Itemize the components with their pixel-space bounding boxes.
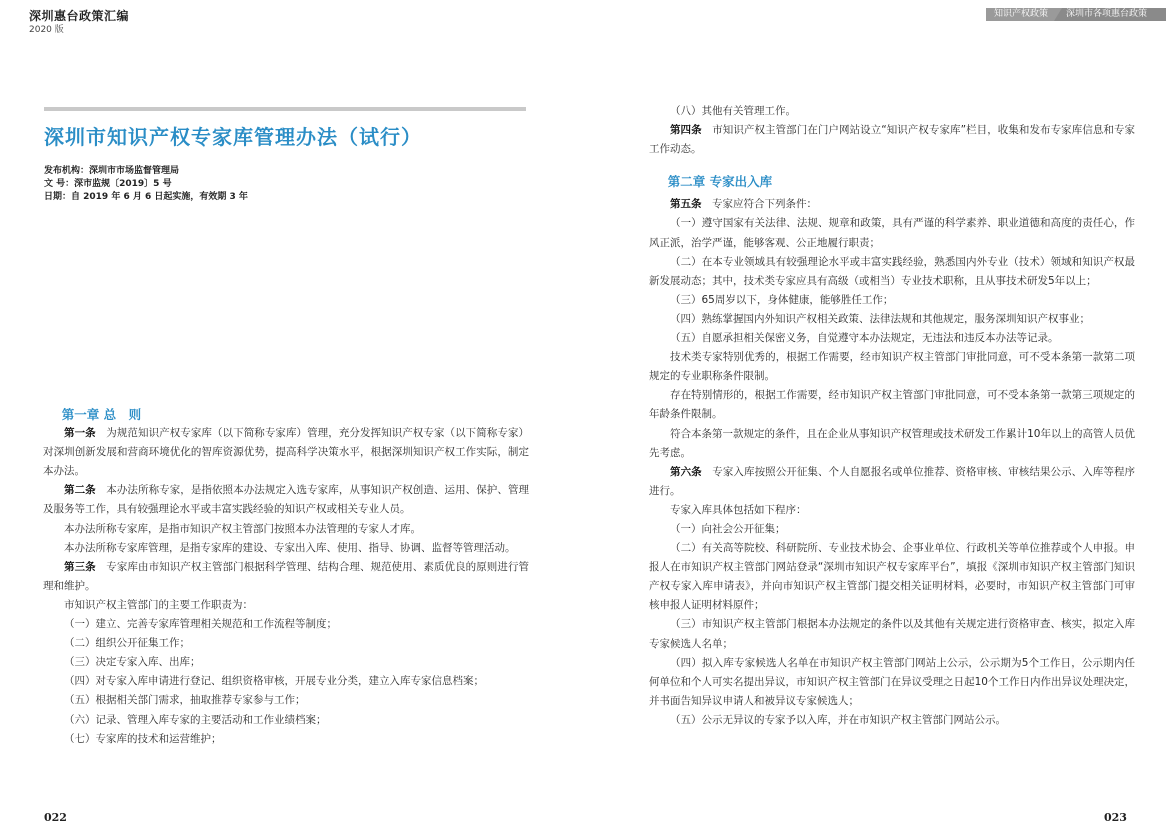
article-1	[43, 424, 529, 481]
list-item: （三）65周岁以下，身体健康，能够胜任工作；	[670, 293, 894, 306]
paragraph: 本办法所称专家库管理，是指专家库的建设、专家出入库、使用、指导、协调、监督等管理活动。	[64, 541, 516, 554]
tab-ip-policy: 知识产权政策	[986, 8, 1054, 21]
list-item: （五）公示无异议的专家予以入库，并在市知识产权主管部门网站公示。	[670, 713, 1006, 726]
article-2-text: 本办法所称专家，是指依照本办法规定入选专家库，从事知识产权创造、运用、保护、管理及服务等工作，具有较强理论水平或丰富实践经验的知识产权或相关专业人员。	[43, 484, 530, 516]
article-5	[649, 195, 1135, 214]
list-item: （四）拟入库专家候选人名单在市知识产权主管部门网站上公示，公示期为5个工作日，公示期内任何单位和个人可实名提出异议，市知识产权主管部门在异议受理之日起10个工作日内作出异议处理决定，并书面告知异议申请人和被异议专家候选人；	[649, 656, 1135, 707]
list-item: （五）自愿承担相关保密义务，自觉遵守本办法规定，无违法和违反本办法等记录。	[670, 332, 1059, 345]
paragraph: 本办法所称专家库，是指市知识产权主管部门按照本办法管理的专家人才库。	[64, 522, 421, 535]
paragraph: 存在特别情形的，根据工作需要，经市知识产权主管部门审批同意，可不受本条第一款第三项规定的年龄条件限制。	[649, 389, 1135, 421]
title-rule	[44, 107, 526, 111]
article-3	[43, 558, 529, 596]
list-item: （二）组织公开征集工作；	[64, 637, 190, 650]
article-6-text: 专家入库按照公开征集、个人自愿报名或单位推荐、资格审核、审核结果公示、入库等程序进行。	[649, 465, 1136, 497]
tab-shenzhen-policy: 深圳市各项惠台政策	[1066, 9, 1148, 19]
paragraph: 符合本条第一款规定的条件，且在企业从事知识产权管理或技术研发工作累计10年以上的高管人员优先考虑。	[649, 427, 1135, 459]
list-item: （四）熟练掌握国内外知识产权相关政策、法律法规和其他规定，服务深圳知识产权事业；	[670, 312, 1090, 325]
list-item: （一）遵守国家有关法律、法规、规章和政策，具有严谨的科学素养、职业道德和高度的责任心，作风正派，治学严谨，能够客观、公正地履行职责；	[649, 217, 1135, 249]
page-number-right: 023	[1104, 811, 1127, 824]
article-4-text: 市知识产权主管部门在门户网站设立“知识产权专家库”栏目，收集和发布专家库信息和专家工作动态。	[649, 124, 1135, 156]
list-item: （四）对专家入库申请进行登记、组织资格审核，开展专业分类，建立入库专家信息档案；	[64, 675, 484, 688]
article-3-text: 专家库由市知识产权主管部门根据科学管理、结构合理、规范使用、素质优良的原则进行管理和维护。	[43, 560, 530, 592]
paragraph: 市知识产权主管部门的主要工作职责为：	[64, 598, 253, 611]
list-item: （五）根据相关部门需求，抽取推荐专家参与工作；	[64, 694, 306, 707]
paragraph: 专家入库具体包括如下程序：	[670, 503, 807, 516]
list-item: （二）在本专业领域具有较强理论水平或丰富实践经验，熟悉国内外专业（技术）领域和知识产权最新发展动态；其中，技术类专家应具有高级（或相当）专业技术职称，且从事技术研发5年以上；	[649, 255, 1135, 287]
article-1-text: 为规范知识产权专家库（以下简称专家库）管理，充分发挥知识产权专家（以下简称专家）对深圳创新发展和营商环境优化的智库资源优势，提高科学决策水平，根据深圳知识产权工作实际，制定本办法。	[43, 427, 530, 478]
section-tab-band	[986, 8, 1166, 21]
tab-separator	[1054, 8, 1062, 21]
list-item: （七）专家库的技术和运营维护；	[64, 732, 222, 745]
article-1-label: 第一条	[64, 427, 96, 440]
chapter-2-heading: 第二章 专家出入库	[667, 174, 773, 190]
left-column	[43, 405, 529, 749]
doc-date: 日期：自 2019 年 6 月 6 日起实施，有效期 3 年	[44, 192, 248, 202]
book-title: 深圳惠台政策汇编	[29, 9, 130, 23]
right-column	[649, 102, 1135, 730]
document-title: 深圳市知识产权专家库管理办法（试行）	[44, 125, 422, 149]
doc-number: 文 号：深市监规〔2019〕5 号	[44, 179, 172, 189]
article-3-label: 第三条	[64, 560, 96, 573]
list-item: （三）市知识产权主管部门根据本办法规定的条件以及其他有关规定进行资格审查、核实，拟定入库专家候选人名单；	[649, 618, 1135, 650]
list-item: （八）其他有关管理工作。	[670, 105, 796, 117]
article-6	[649, 463, 1135, 501]
article-4-label: 第四条	[670, 124, 702, 137]
list-item: （一）向社会公开征集；	[670, 522, 786, 535]
article-5-text: 专家应符合下列条件：	[701, 198, 817, 211]
doc-publisher: 发布机构：深圳市市场监督管理局	[44, 166, 180, 176]
book-edition: 2020 版	[29, 25, 64, 35]
article-6-label: 第六条	[670, 465, 702, 478]
list-item: （二）有关高等院校、科研院所、专业技术协会、企事业单位、行政机关等单位推荐或个人申报。申报人在市知识产权主管部门网站登录“深圳市知识产权专家库平台”，填报《深圳市知识产权主管部门知识产权专家入库申请表》，并向市知识产权主管部门提交相关证明材料，必要时，市知识产权主管部门可审核申报人证明材料原件；	[649, 542, 1135, 612]
list-item: （六）记录、管理入库专家的主要活动和工作业绩档案；	[64, 713, 327, 726]
list-item: （三）决定专家入库、出库；	[64, 656, 201, 669]
list-item: （一）建立、完善专家库管理相关规范和工作流程等制度；	[64, 618, 337, 631]
article-4	[649, 121, 1135, 159]
page-number-left: 022	[44, 811, 67, 824]
article-2-label: 第二条	[64, 484, 96, 497]
paragraph: 技术类专家特别优秀的，根据工作需要，经市知识产权主管部门审批同意，可不受本条第一款第二项规定的专业职称条件限制。	[649, 351, 1135, 383]
article-2	[43, 481, 529, 519]
chapter-1-heading: 第一章 总 则	[61, 407, 142, 422]
article-5-label: 第五条	[670, 198, 702, 211]
